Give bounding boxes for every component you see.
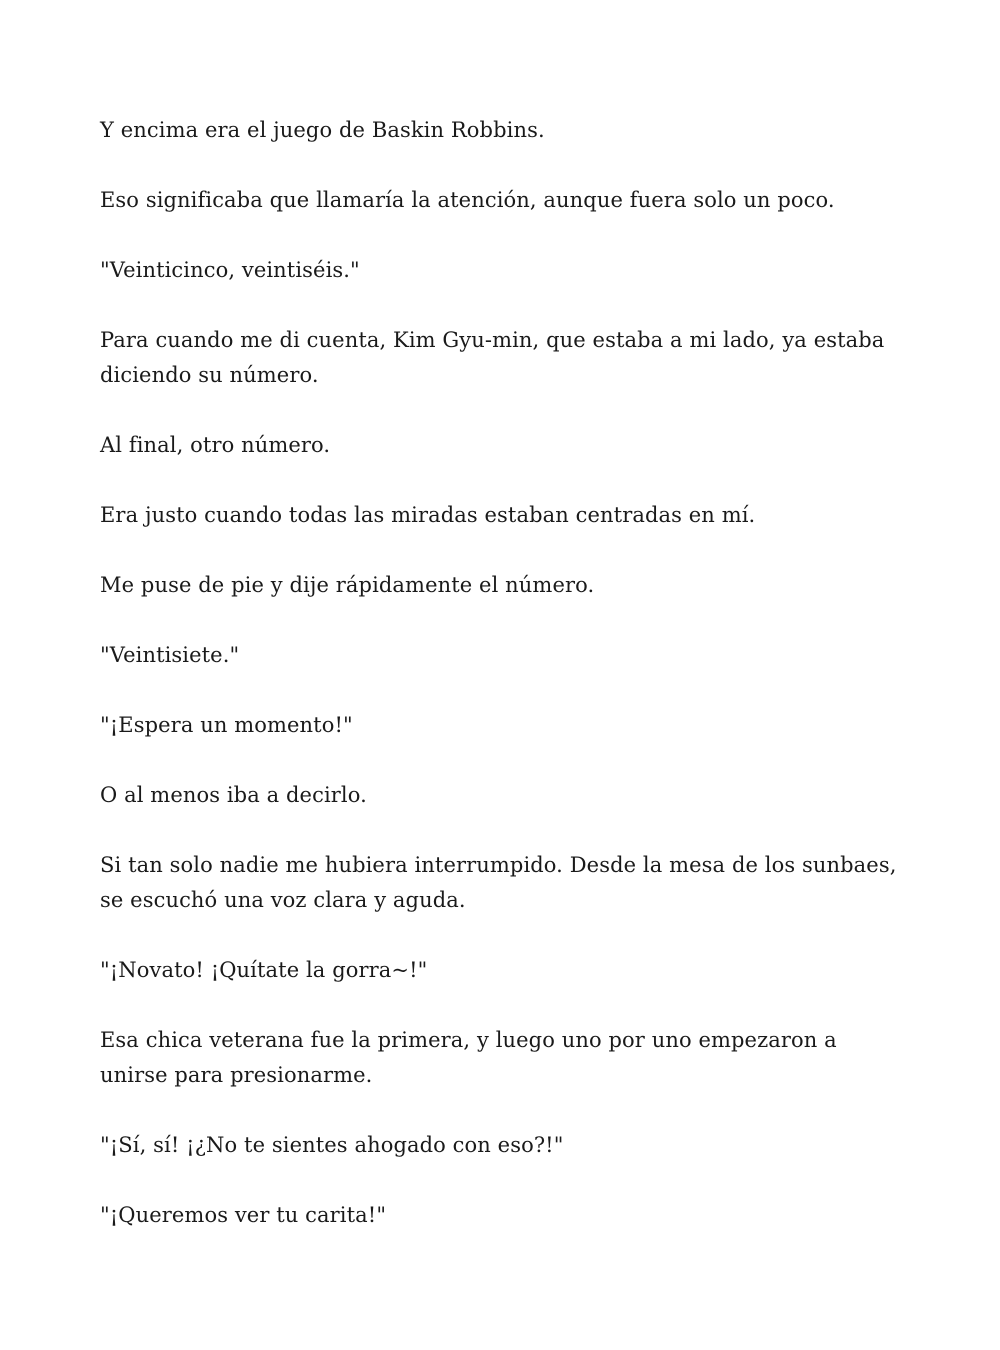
paragraph: Y encima era el juego de Baskin Robbins. xyxy=(100,118,545,142)
paragraph: Si tan solo nadie me hubiera interrumpido. Desde la mesa de los sunbaes, se escuchó una voz clara y aguda. xyxy=(100,853,897,912)
paragraph: Esa chica veterana fue la primera, y luego uno por uno empezaron a unirse para presionarme. xyxy=(100,1028,837,1087)
paragraph: Me puse de pie y dije rápidamente el número. xyxy=(100,573,595,597)
paragraph: Al final, otro número. xyxy=(100,433,331,457)
dialogue-paragraph: "Veintisiete." xyxy=(100,643,240,667)
dialogue-paragraph: "Veinticinco, veintiséis." xyxy=(100,258,360,282)
paragraph: O al menos iba a decirlo. xyxy=(100,783,367,807)
document-page xyxy=(100,113,900,1268)
paragraph: Para cuando me di cuenta, Kim Gyu-min, que estaba a mi lado, ya estaba diciendo su número. xyxy=(100,328,885,387)
dialogue-paragraph: "¡Sí, sí! ¡¿No te sientes ahogado con eso?!" xyxy=(100,1133,564,1157)
paragraph: Era justo cuando todas las miradas estaban centradas en mí. xyxy=(100,503,756,527)
dialogue-paragraph: "¡Novato! ¡Quítate la gorra~!" xyxy=(100,958,428,982)
dialogue-paragraph: "¡Espera un momento!" xyxy=(100,713,353,737)
dialogue-paragraph: "¡Queremos ver tu carita!" xyxy=(100,1203,387,1227)
paragraph: Eso significaba que llamaría la atención, aunque fuera solo un poco. xyxy=(100,188,835,212)
